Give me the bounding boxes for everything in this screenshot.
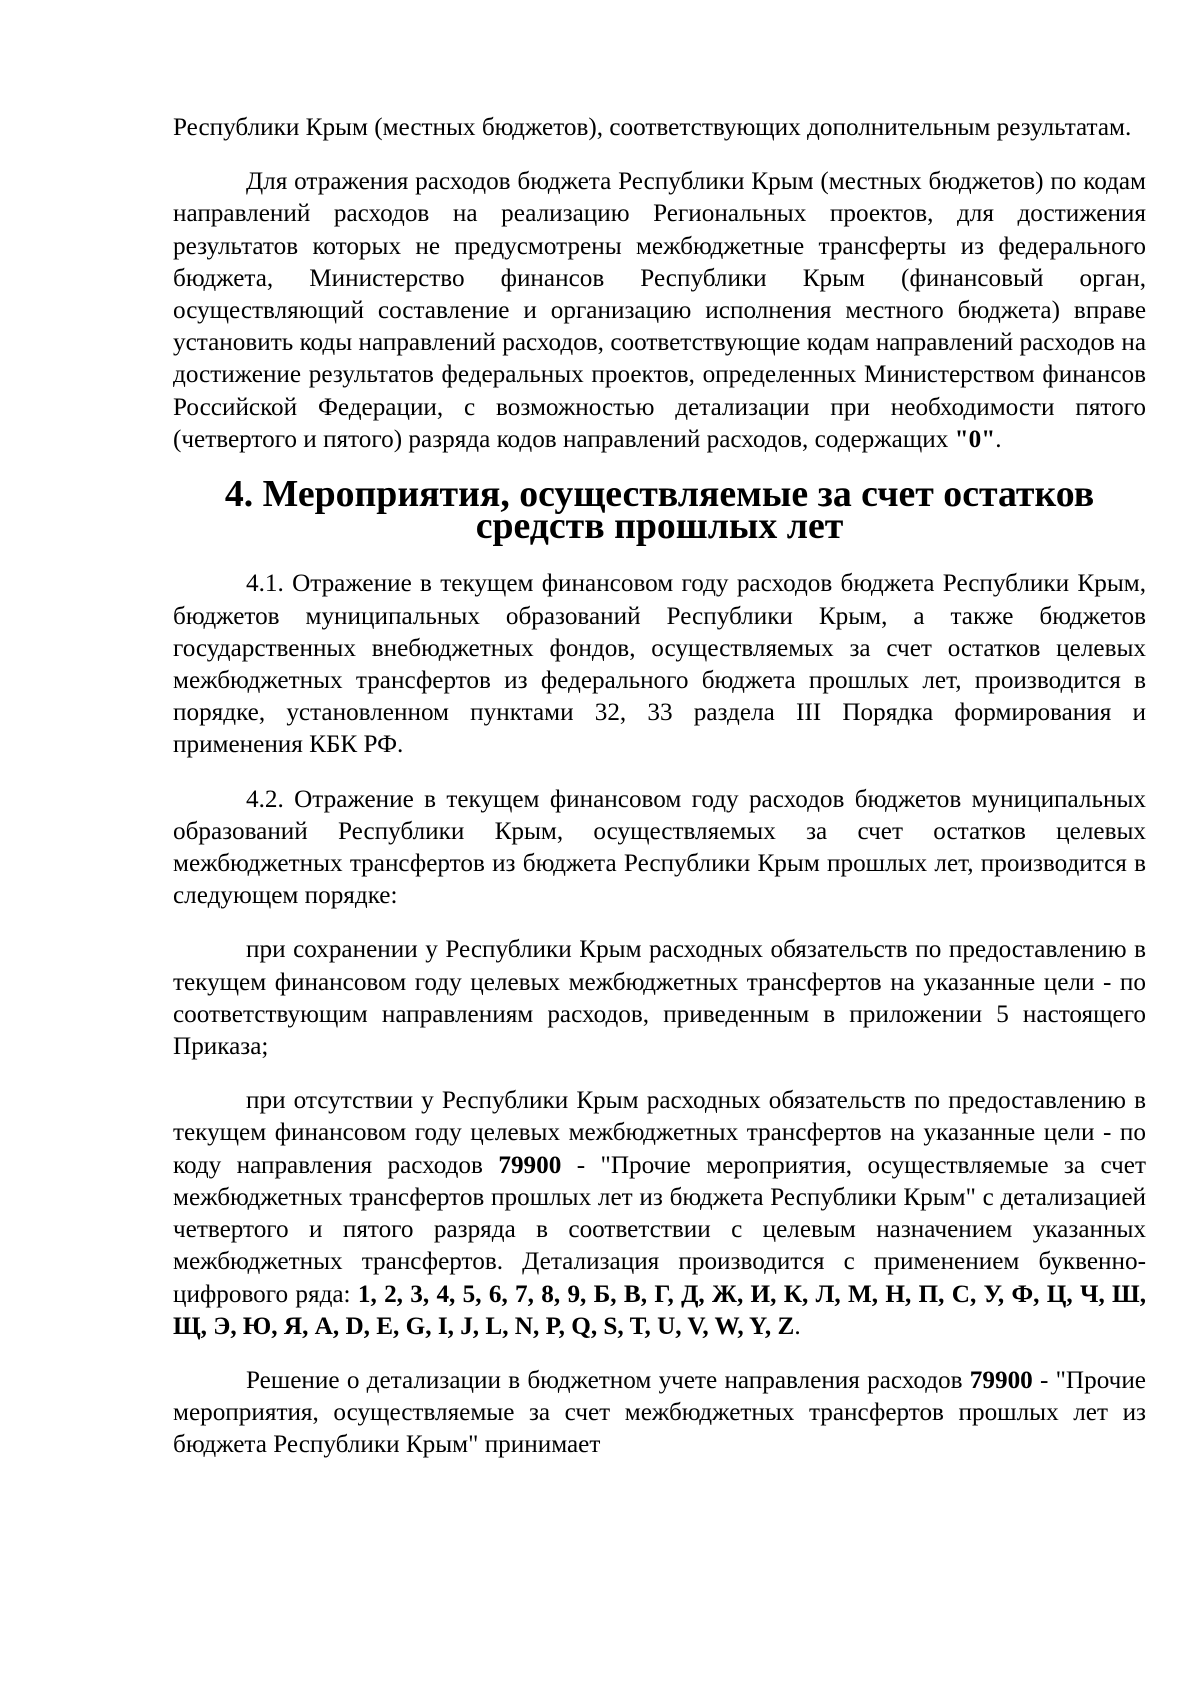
paragraph-4-1: 4.1. Отражение в текущем финансовом году расходов бюджета Республики Крым, бюджетов муниципальных образований Республики Крым, а также бюджетов государственных внебюджетных фондов, осуществляемых за счет остатков целевых межбюджетных трансфертов из федерального бюджета прошлых лет, производится в порядке, установленном пунктами 32, 33 раздела III Порядка формирования и применения КБК РФ. bbox=[173, 570, 1146, 759]
document-page bbox=[173, 112, 1146, 1462]
expense-code: 79900 bbox=[969, 1366, 1033, 1394]
section-heading-line-2: средств прошлых лет bbox=[475, 505, 844, 548]
section-heading bbox=[173, 473, 1146, 548]
paragraph-detailing-decision bbox=[173, 1365, 1146, 1462]
paragraph-end: . bbox=[995, 425, 1002, 453]
paragraph-obligations-retained: при сохранении у Республики Крым расходных обязательств по предоставлению в текущем финансовом году целевых межбюджетных трансфертов на указанные цели - по соответствующим направлениям расходов, приведенным в приложении 5 настоящего Приказа; bbox=[173, 936, 1146, 1061]
section-heading-line-1: 4. Мероприятия, осуществляемые за счет остатков bbox=[224, 473, 1095, 516]
paragraph-end: . bbox=[794, 1312, 801, 1340]
expense-code: 79900 bbox=[498, 1151, 562, 1179]
paragraph-detailing-decision-text: Решение о детализации в бюджетном учете направления расходов bbox=[246, 1366, 970, 1394]
paragraph-obligations-absent-text: при отсутствии у Республики Крым расходных обязательств по предоставлению в текущем финансовом году целевых межбюджетных трансфертов на указанные цели - по коду направления расходов bbox=[173, 1087, 1146, 1179]
paragraph-detailing-decision-text-2: - "Прочие мероприятия, осуществляемые за счет межбюджетных трансфертов прошлых лет из бюджета Республики Крым" принимает bbox=[173, 1366, 1146, 1459]
paragraph-obligations-absent-text-2: - "Прочие мероприятия, осуществляемые за счет межбюджетных трансфертов прошлых лет из бюджета Республики Крым" с детализацией четвертого и пятого разряда в соответствии с целевым назначением указанных межбюджетных трансфертов. Детализация производится с применением буквенно-цифрового ряда: bbox=[173, 1151, 1146, 1308]
paragraph-4-2: 4.2. Отражение в текущем финансовом году расходов бюджетов муниципальных образований Республики Крым, осуществляемых за счет остатков целевых межбюджетных трансфертов из бюджета Республики Крым прошлых лет, производится в следующем порядке: bbox=[173, 785, 1146, 910]
alphanumeric-series: 1, 2, 3, 4, 5, 6, 7, 8, 9, Б, В, Г, Д, Ж, И, К, Л, М, Н, П, С, У, Ф, Ц, Ч, Ш, Щ, Э, Ю, Я, A, D, E, G, I, J, L, N, P, Q, S, T, U, V, W, Y, Z bbox=[173, 1280, 1147, 1340]
paragraph-obligations-absent bbox=[173, 1085, 1146, 1343]
paragraph-regional-projects bbox=[173, 166, 1146, 456]
zero-code: "0" bbox=[954, 425, 996, 453]
paragraph-continuation: Республики Крым (местных бюджетов), соответствующих дополнительным результатам. bbox=[173, 114, 1132, 141]
paragraph-regional-projects-text: Для отражения расходов бюджета Республики Крым (местных бюджетов) по кодам направлений расходов на реализацию Региональных проектов, для достижения результатов которых не предусмотрены межбюджетные трансферты из федерального бюджета, Министерство финансов Республики Крым (финансовый орган, осуществляющий составление и организацию исполнения местного бюджета) вправе установить коды направлений расходов, соответствующие кодам направлений расходов на достижение результатов федеральных проектов, определенных Министерством финансов Российской Федерации, с возможностью детализации при необходимости пятого (четвертого и пятого) разряда кодов направлений расходов, содержащих bbox=[173, 168, 1146, 453]
